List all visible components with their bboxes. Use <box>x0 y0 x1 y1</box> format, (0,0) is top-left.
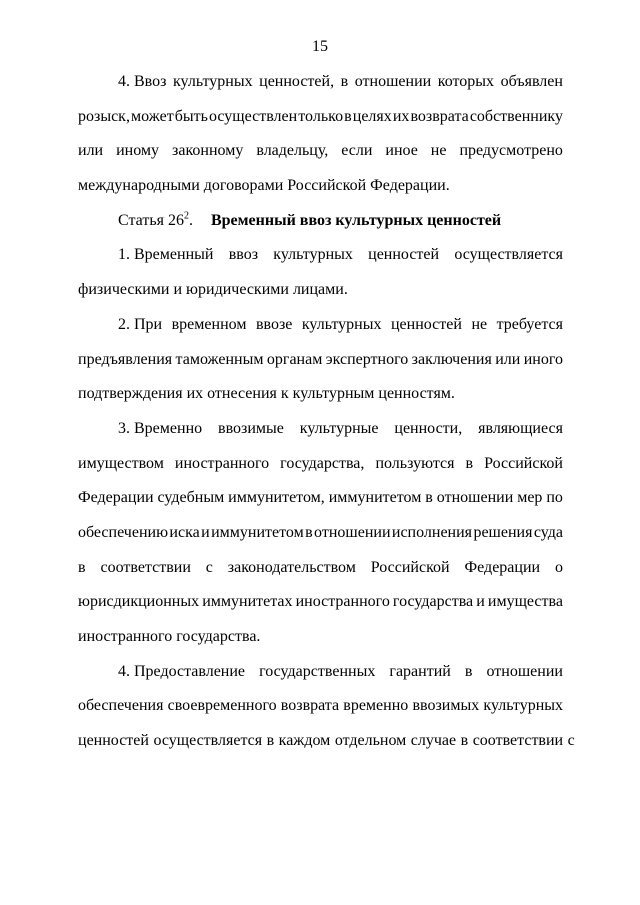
word: 1. Временный <box>118 246 214 264</box>
word: законному <box>172 142 244 160</box>
word: являющиеся <box>478 419 563 437</box>
word: иностранного <box>295 593 390 611</box>
word: физическими и юридическими лицами. <box>78 281 348 299</box>
article-number: Статья $26^2$. <box>118 210 193 229</box>
article-paragraph <box>78 238 563 307</box>
article-superscript: 2 <box>183 210 189 222</box>
word: исполнения <box>391 523 473 541</box>
word: быть <box>174 107 208 125</box>
text-line <box>78 551 563 586</box>
word: только <box>298 107 344 125</box>
word: ввозимые <box>218 419 284 437</box>
word: требуется <box>496 315 563 333</box>
word: в <box>305 523 313 541</box>
article-title: Временный ввоз культурных ценностей <box>210 211 502 229</box>
word: суда <box>533 523 563 541</box>
word: иммунитетах <box>202 593 293 611</box>
word: судебным <box>157 489 225 507</box>
word: и <box>476 593 485 611</box>
word: с <box>567 732 575 750</box>
word: в <box>266 732 275 750</box>
word: иное <box>385 142 418 160</box>
word: иммунитетом <box>328 489 422 507</box>
word: временном <box>171 315 247 333</box>
text-line <box>78 655 563 690</box>
word: осуществляется <box>454 246 563 264</box>
word: иного <box>523 350 563 368</box>
word: ввоз <box>228 246 259 264</box>
word: иностранного государства. <box>78 628 261 645</box>
word: государства, <box>280 454 365 472</box>
word: возврата <box>410 107 469 125</box>
word: 4. Ввоз <box>118 73 167 90</box>
word: культурных <box>483 697 563 715</box>
word: Российской <box>370 558 450 576</box>
text-line <box>78 308 563 343</box>
word: осуществляется <box>153 732 263 750</box>
word: в <box>465 454 474 472</box>
word: экспертного <box>325 350 409 368</box>
word: может <box>131 107 174 125</box>
word: ввозимых <box>412 697 480 715</box>
word: решения <box>473 523 533 541</box>
word: пользуются <box>375 454 455 472</box>
word: 4. Предоставление <box>118 662 246 680</box>
word: собственнику <box>469 107 563 125</box>
word: 3. Временно <box>118 419 203 437</box>
word: отношении <box>486 662 563 680</box>
text-line <box>78 585 563 620</box>
word: своевременного <box>167 697 277 715</box>
word: в <box>425 489 433 507</box>
article-body <box>78 238 575 758</box>
word: с <box>205 558 213 576</box>
text-line <box>78 169 563 204</box>
word: культурных <box>301 315 382 333</box>
word: отношении <box>314 523 391 541</box>
word: иска <box>169 523 200 541</box>
word: или <box>495 350 521 368</box>
word: в <box>344 107 352 125</box>
word: ценностей <box>368 246 440 264</box>
page-number: 15 <box>312 38 328 55</box>
word: международными договорами Российской Федерации. <box>78 177 450 195</box>
word: ценности, <box>394 419 463 437</box>
word: органам <box>266 350 323 368</box>
word: предъявления <box>78 350 173 368</box>
word: юрисдикционных <box>78 593 200 611</box>
article-paragraph <box>78 308 563 412</box>
text-line <box>78 689 563 724</box>
paragraph <box>78 65 563 204</box>
text-line <box>78 238 563 273</box>
word: таможенным <box>175 350 264 368</box>
word: розыск, <box>78 107 130 125</box>
text-line <box>78 481 563 516</box>
word: которых <box>437 73 495 90</box>
word: целях <box>352 107 392 125</box>
article-paragraph <box>78 655 575 759</box>
word: иммунитетом <box>211 523 304 541</box>
word: их <box>392 107 410 125</box>
text-line <box>78 447 563 482</box>
word: мер <box>517 489 543 507</box>
word: гарантий <box>389 662 451 680</box>
word: культурные <box>299 419 379 437</box>
word: в <box>78 558 86 576</box>
word: соответствии <box>472 732 564 750</box>
text-line <box>78 134 563 169</box>
text-line <box>78 377 563 412</box>
word: каждом <box>278 732 331 750</box>
word: в <box>460 732 469 750</box>
text-line <box>78 620 563 655</box>
word: законодательством <box>227 558 356 576</box>
word: случае <box>410 732 457 750</box>
text-line <box>78 273 563 308</box>
text-line <box>78 100 563 135</box>
word: культурных <box>172 73 253 90</box>
word: объявлен <box>500 73 563 90</box>
word: культурных <box>273 246 353 264</box>
article-paragraph <box>78 412 563 655</box>
text-line <box>78 412 563 447</box>
text-line <box>78 343 563 378</box>
word: Федерации <box>78 489 154 507</box>
text-line <box>78 516 563 551</box>
word: предусмотрено <box>459 142 563 160</box>
word: или <box>78 142 104 160</box>
word: Российской <box>484 454 563 472</box>
word: отношении <box>354 73 432 90</box>
document-body <box>78 65 575 759</box>
word: подтверждения их отнесения к культурным ценностям. <box>78 385 455 403</box>
word: ценностей, <box>259 73 335 90</box>
word: и <box>201 523 210 541</box>
word: иммунитетом, <box>228 489 325 507</box>
word: обеспечению <box>78 523 169 541</box>
word: владельцу, <box>256 142 329 160</box>
word: если <box>341 142 373 160</box>
word: о <box>554 558 563 576</box>
word: имуществом <box>78 454 164 472</box>
word: обеспечения <box>78 697 164 715</box>
word: возврата <box>280 697 340 715</box>
word: имущества <box>487 593 563 611</box>
text-line <box>78 724 575 759</box>
word: по <box>546 489 563 507</box>
article-heading <box>78 204 563 239</box>
word: ввозе <box>255 315 293 333</box>
word: 2. При <box>118 315 163 333</box>
text-line <box>78 65 563 100</box>
word: ценностей <box>78 732 149 750</box>
word: временно <box>343 697 409 715</box>
word: государства <box>392 593 474 611</box>
word: не <box>471 315 488 333</box>
word: осуществлен <box>209 107 298 125</box>
word: иному <box>116 142 160 160</box>
word: не <box>430 142 447 160</box>
paragraph-intro <box>78 65 563 204</box>
word: в <box>464 662 473 680</box>
word: Федерации <box>464 558 541 576</box>
word: отдельном <box>334 732 407 750</box>
word: ценностей <box>390 315 462 333</box>
word: иностранного <box>174 454 270 472</box>
word: заключения <box>411 350 492 368</box>
word: государственных <box>259 662 376 680</box>
word: соответствии <box>100 558 191 576</box>
word: отношении <box>436 489 514 507</box>
word: в <box>340 73 349 90</box>
